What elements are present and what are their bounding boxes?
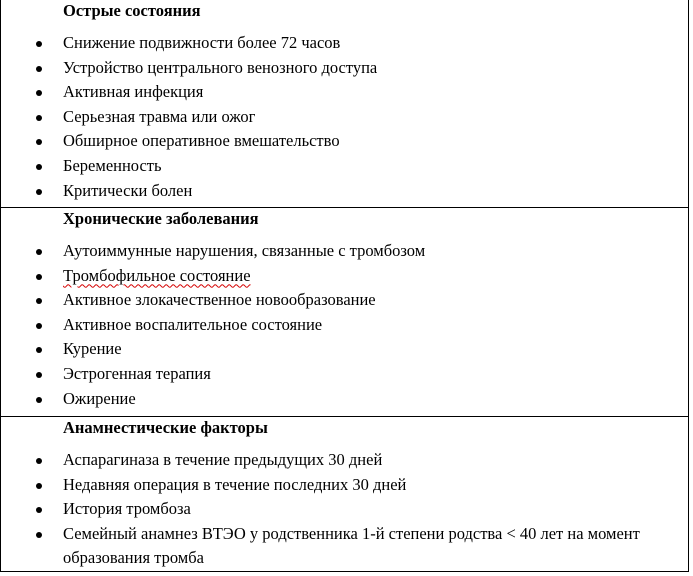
list-item <box>1 497 688 522</box>
list-item <box>1 129 688 154</box>
section-acute-conditions <box>1 0 689 208</box>
bullet-list <box>1 31 688 203</box>
section-heading: Анамнестические факторы <box>63 418 268 437</box>
list-item <box>1 239 688 264</box>
bullet-icon <box>36 115 42 121</box>
list-item <box>1 313 688 338</box>
list-item-text: Ожирение <box>63 388 136 408</box>
bullet-icon <box>36 41 42 47</box>
list-item-text: Семейный анамнез ВТЭО у родственника 1-й степени родства < 40 лет на момент образования тромба <box>63 523 640 568</box>
section-cell <box>1 417 689 572</box>
bullet-icon <box>36 483 42 489</box>
list-item-text: Критически болен <box>63 180 193 200</box>
bullet-icon <box>36 397 42 403</box>
list-item <box>1 105 688 130</box>
bullet-icon <box>36 249 42 255</box>
section-history-factors <box>1 417 689 572</box>
list-item-text: Беременность <box>63 155 162 175</box>
list-item-text: Активная инфекция <box>63 82 204 102</box>
list-item <box>1 337 688 362</box>
list-item <box>1 56 688 81</box>
bullet-icon <box>36 323 42 329</box>
list-item <box>1 154 688 179</box>
bullet-icon <box>36 90 42 96</box>
list-item-text: Активное воспалительное состояние <box>63 314 323 334</box>
bullet-icon <box>36 189 42 195</box>
bullet-list <box>1 448 688 571</box>
list-item <box>1 362 688 387</box>
list-item-text: Серьезная травма или ожог <box>63 106 256 126</box>
section-heading: Острые состояния <box>63 1 201 20</box>
bullet-icon <box>36 507 42 513</box>
section-chronic-diseases <box>1 208 689 417</box>
list-item-text: Активное злокачественное новообразование <box>63 290 376 310</box>
list-item-text: Снижение подвижности более 72 часов <box>63 33 341 52</box>
list-item <box>1 80 688 105</box>
list-item <box>1 448 688 473</box>
list-item <box>1 31 688 56</box>
list-item <box>1 179 688 204</box>
bullet-icon <box>36 139 42 145</box>
bullet-icon <box>36 532 42 538</box>
list-item <box>1 473 688 498</box>
list-item <box>1 288 688 313</box>
list-item-text: Устройство центрального венозного доступа <box>63 57 378 77</box>
bullet-icon <box>36 164 42 170</box>
bullet-icon <box>36 298 42 304</box>
list-item <box>1 387 688 412</box>
section-cell <box>1 0 689 208</box>
list-item-text: История тромбоза <box>63 499 191 519</box>
list-item <box>1 522 688 571</box>
list-item-text: Обширное оперативное вмешательство <box>63 131 340 151</box>
section-heading: Хронические заболевания <box>63 209 259 228</box>
list-item-text: Недавняя операция в течение последних 30 дней <box>63 474 407 494</box>
list-item-text: Курение <box>63 339 122 359</box>
list-item-text: Эстрогенная терапия <box>63 363 211 383</box>
list-item-text: Аспарагиназа в течение предыдущих 30 дней <box>63 450 383 469</box>
list-item-text: Тромбофильное состояние <box>63 265 251 285</box>
bullet-icon <box>36 347 42 353</box>
bullet-icon <box>36 274 42 280</box>
section-cell <box>1 208 689 417</box>
bullet-icon <box>36 458 42 464</box>
bullet-icon <box>36 66 42 72</box>
bullet-list <box>1 239 688 411</box>
bullet-icon <box>36 372 42 378</box>
list-item <box>1 264 688 289</box>
list-item-text: Аутоиммунные нарушения, связанные с тромбозом <box>63 241 426 260</box>
